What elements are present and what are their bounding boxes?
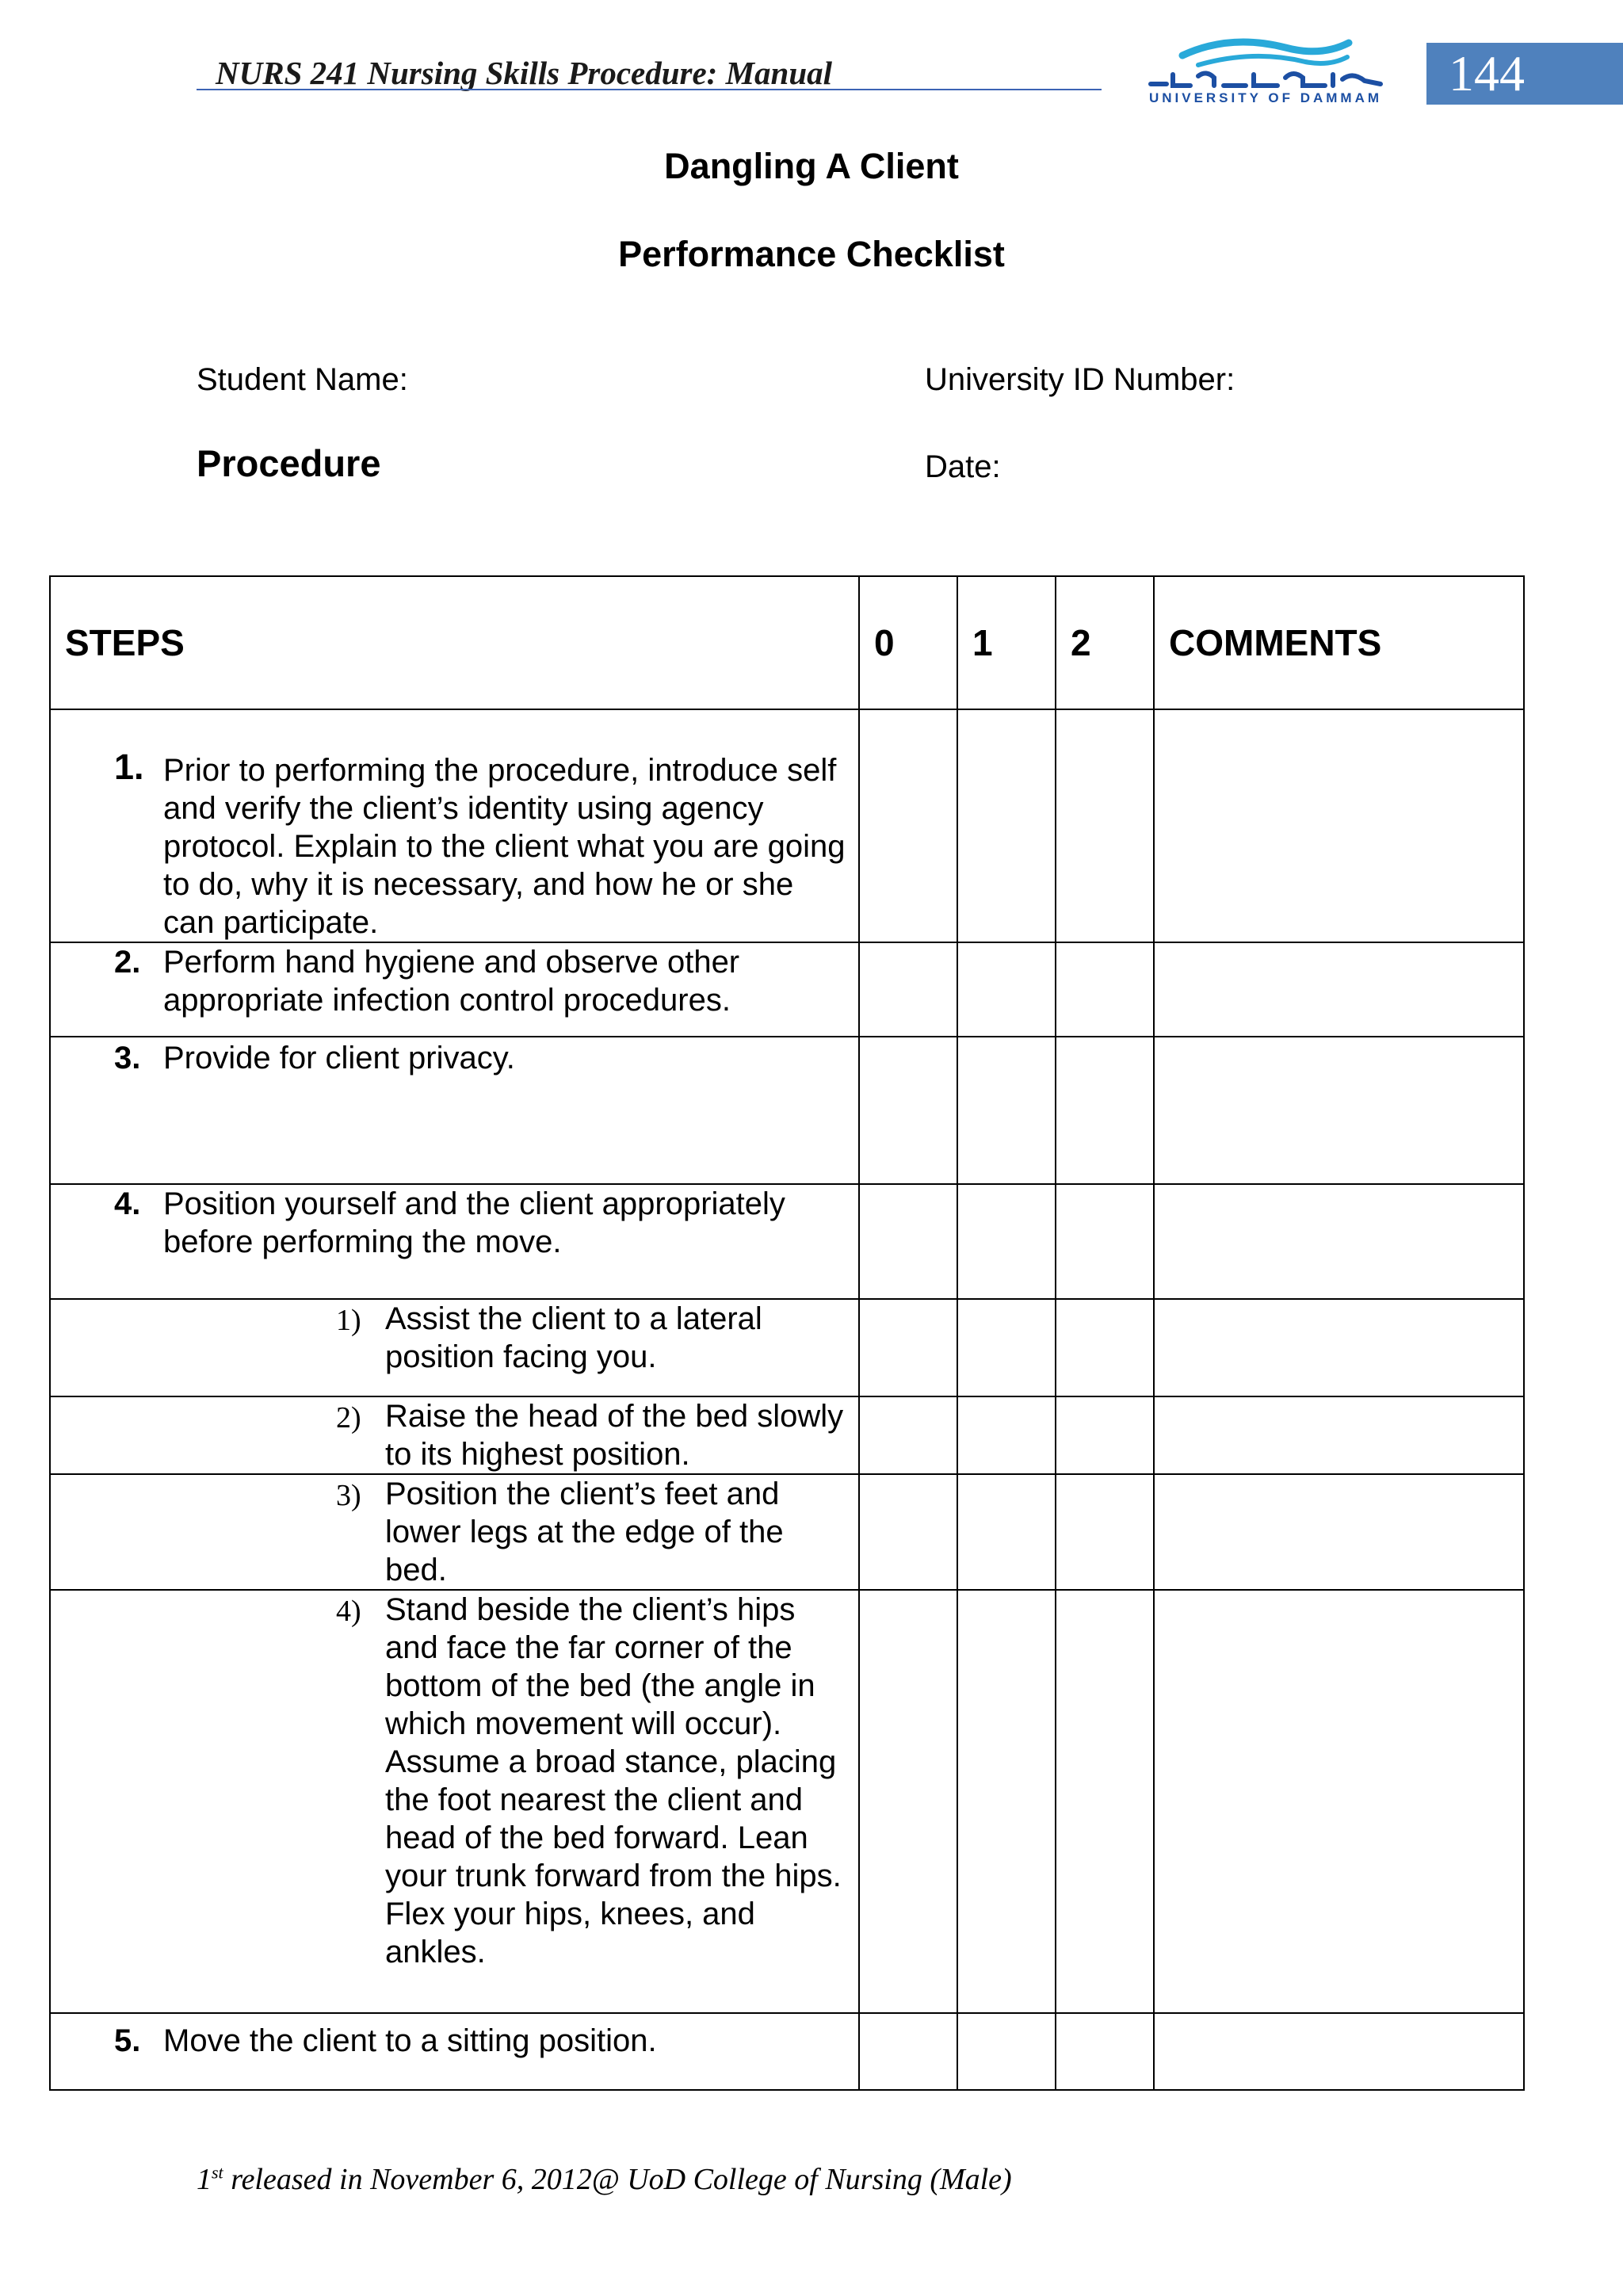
step-cell	[50, 709, 859, 942]
score-2-cell[interactable]	[1056, 942, 1154, 1037]
running-header-title: NURS 241 Nursing Skills Procedure: Manual	[216, 55, 833, 91]
performance-checklist-table	[49, 575, 1525, 2091]
sub-step-cell	[50, 1590, 859, 2013]
university-logo	[1135, 29, 1396, 108]
table-row	[50, 1299, 1524, 1396]
score-2-header: 2	[1056, 576, 1154, 709]
table-row	[50, 1184, 1524, 1299]
step-number: 1.	[114, 747, 144, 787]
score-0-cell[interactable]	[859, 709, 957, 942]
sub-step-cell	[50, 1299, 859, 1396]
score-0-cell[interactable]	[859, 1184, 957, 1299]
comments-cell[interactable]	[1154, 1299, 1524, 1396]
step-number: 2.	[114, 945, 141, 980]
score-0-cell[interactable]	[859, 1396, 957, 1474]
step-text: Perform hand hygiene and observe other appropriate infection control procedures.	[163, 945, 740, 1018]
score-1-cell[interactable]	[957, 1299, 1056, 1396]
document-title: Dangling A Client	[664, 146, 959, 186]
comments-cell[interactable]	[1154, 1590, 1524, 2013]
comments-cell[interactable]	[1154, 942, 1524, 1037]
header-rule	[197, 89, 1102, 90]
sub-step-text: Assist the client to a lateral position facing you.	[385, 1301, 762, 1374]
step-number: 5.	[114, 2023, 141, 2058]
step-text: Provide for client privacy.	[163, 1041, 515, 1075]
score-0-header: 0	[859, 576, 957, 709]
logo-wave-icon	[1135, 29, 1396, 92]
score-0-cell[interactable]	[859, 1474, 957, 1590]
step-cell	[50, 1037, 859, 1184]
comments-cell[interactable]	[1154, 1184, 1524, 1299]
footer-ordinal-suffix: st	[212, 2162, 223, 2183]
comments-header: COMMENTS	[1154, 576, 1524, 709]
table-row	[50, 2013, 1524, 2090]
date-label: Date:	[925, 449, 1001, 484]
table-row	[50, 1037, 1524, 1184]
score-1-cell[interactable]	[957, 1184, 1056, 1299]
score-1-header: 1	[957, 576, 1056, 709]
score-0-cell[interactable]	[859, 1590, 957, 2013]
score-2-cell[interactable]	[1056, 709, 1154, 942]
page-number: 144	[1426, 43, 1623, 105]
step-number: 4.	[114, 1186, 141, 1221]
step-text: Position yourself and the client appropriately before performing the move.	[163, 1186, 785, 1259]
score-1-cell[interactable]	[957, 709, 1056, 942]
step-cell	[50, 1184, 859, 1299]
score-0-cell[interactable]	[859, 2013, 957, 2090]
comments-cell[interactable]	[1154, 709, 1524, 942]
sub-step-text: Raise the head of the bed slowly to its highest position.	[385, 1399, 844, 1472]
score-2-cell[interactable]	[1056, 2013, 1154, 2090]
score-1-cell[interactable]	[957, 942, 1056, 1037]
score-0-cell[interactable]	[859, 1037, 957, 1184]
student-name-label: Student Name:	[197, 362, 408, 397]
sub-step-text: Stand beside the client’s hips and face the far corner of the bottom of the bed (the angle in which movement will occur). Assume a broad stance, placing the foot nearest the client and head of the bed forward. Lean your trunk forward from the hips. Flex your hips, knees, and ankles.	[385, 1592, 842, 1969]
table-row	[50, 1590, 1524, 2013]
score-2-cell[interactable]	[1056, 1037, 1154, 1184]
score-0-cell[interactable]	[859, 1299, 957, 1396]
score-1-cell[interactable]	[957, 2013, 1056, 2090]
score-2-cell[interactable]	[1056, 1590, 1154, 2013]
comments-cell[interactable]	[1154, 1396, 1524, 1474]
sub-step-cell	[50, 1396, 859, 1474]
sub-step-cell	[50, 1474, 859, 1590]
score-1-cell[interactable]	[957, 1396, 1056, 1474]
step-text: Move the client to a sitting position.	[163, 2023, 657, 2058]
procedure-label: Procedure	[197, 442, 381, 484]
sub-step-text: Position the client’s feet and lower legs at the edge of the bed.	[385, 1477, 784, 1587]
footer-ordinal: 1	[197, 2163, 212, 2196]
step-cell	[50, 942, 859, 1037]
sub-step-number: 4)	[336, 1595, 361, 1628]
score-1-cell[interactable]	[957, 1474, 1056, 1590]
sub-step-number: 1)	[336, 1304, 361, 1337]
score-1-cell[interactable]	[957, 1037, 1056, 1184]
table-row	[50, 1396, 1524, 1474]
table-row	[50, 1474, 1524, 1590]
logo-text: UNIVERSITY OF DAMMAM	[1148, 90, 1383, 105]
sub-step-number: 3)	[336, 1479, 361, 1512]
score-0-cell[interactable]	[859, 942, 957, 1037]
table-row	[50, 709, 1524, 942]
step-number: 3.	[114, 1041, 141, 1075]
table-header-row	[50, 576, 1524, 709]
step-cell	[50, 2013, 859, 2090]
comments-cell[interactable]	[1154, 2013, 1524, 2090]
score-2-cell[interactable]	[1056, 1396, 1154, 1474]
steps-header: STEPS	[50, 576, 859, 709]
score-2-cell[interactable]	[1056, 1299, 1154, 1396]
document-subtitle: Performance Checklist	[618, 234, 1005, 274]
score-2-cell[interactable]	[1056, 1474, 1154, 1590]
sub-step-number: 2)	[336, 1401, 361, 1435]
step-text: Prior to performing the procedure, introduce self and verify the client’s identity using agency protocol. Explain to the client what you are going to do, why it is necessary, and how he or she can participate.	[163, 753, 846, 940]
footer-text: released in November 6, 2012@ UoD College of Nursing (Male)	[223, 2163, 1012, 2196]
table-row	[50, 942, 1524, 1037]
university-id-label: University ID Number:	[925, 362, 1235, 397]
score-1-cell[interactable]	[957, 1590, 1056, 2013]
score-2-cell[interactable]	[1056, 1184, 1154, 1299]
comments-cell[interactable]	[1154, 1474, 1524, 1590]
comments-cell[interactable]	[1154, 1037, 1524, 1184]
footer-release-note	[197, 2162, 1012, 2197]
